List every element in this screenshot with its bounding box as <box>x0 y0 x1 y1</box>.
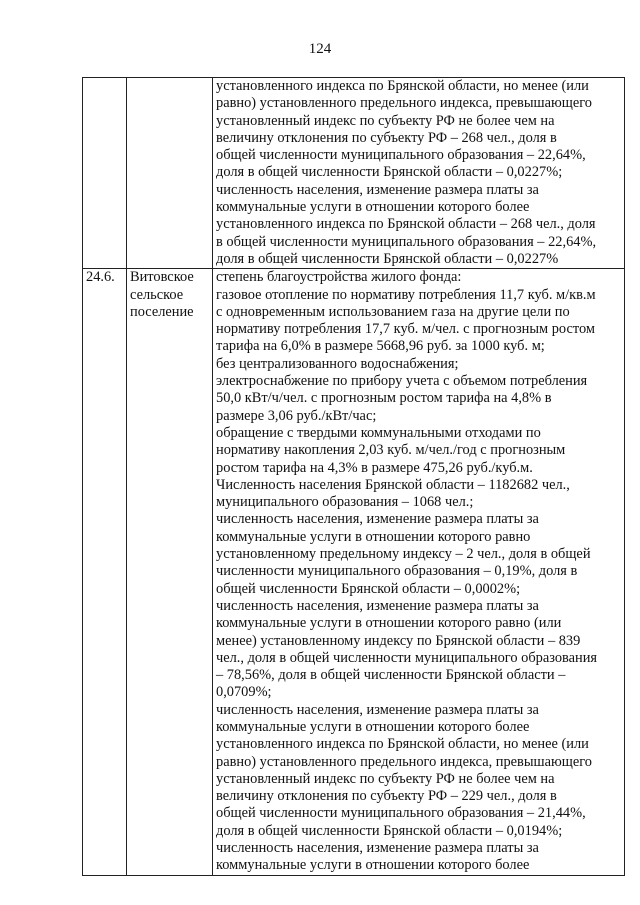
text-line: доля в общей численности Брянской области – 0,0227%; <box>216 164 563 181</box>
description-cell <box>213 269 625 875</box>
text-line: общей численности муниципального образования – 22,64%, <box>216 147 586 164</box>
text-line: размере 3,06 руб./кВт/час; <box>216 407 377 424</box>
text-line: установленного индекса по Брянской области, но менее (или <box>216 736 589 753</box>
text-line: с одновременным использованием газа на другие цели по <box>216 303 570 320</box>
text-line: электроснабжение по прибору учета с объемом потребления <box>216 373 588 390</box>
description-cell <box>213 78 625 269</box>
text-line: численность населения, изменение размера платы за <box>216 701 539 718</box>
text-line: нормативу накопления 2,03 куб. м/чел./год с прогнозным <box>216 442 566 459</box>
settlement-name-line: поселение <box>130 303 194 320</box>
text-line: без централизованного водоснабжения; <box>216 355 459 372</box>
text-line: коммунальные услуги в отношении которого более <box>216 857 530 874</box>
text-line: менее) установленному индексу по Брянской области – 839 <box>216 632 581 649</box>
text-line: доля в общей численности Брянской области – 0,0227% <box>216 250 559 267</box>
text-line: установленного индекса по Брянской области, но менее (или <box>216 78 589 94</box>
text-line: установленного индекса по Брянской области – 268 чел., доля <box>216 216 596 233</box>
text-line: установленный индекс по субъекту РФ не более чем на <box>216 112 555 129</box>
text-line: тарифа на 6,0% в размере 5668,96 руб. за 1000 куб. м; <box>216 338 545 355</box>
text-line: доля в общей численности Брянской области – 0,0194%; <box>216 822 563 839</box>
table-body <box>83 78 625 876</box>
text-line: общей численности Брянской области – 0,0002%; <box>216 580 521 597</box>
text-line: величину отклонения по субъекту РФ – 229 чел., доля в <box>216 788 557 805</box>
text-line: численность населения, изменение размера платы за <box>216 181 539 198</box>
text-line: нормативу потребления 17,7 куб. м/чел. с прогнозным ростом <box>216 321 595 338</box>
document-table <box>82 77 625 876</box>
text-line: чел., доля в общей численности муниципального образования <box>216 649 598 666</box>
text-line: равно) установленного предельного индекса, превышающего <box>216 753 592 770</box>
text-line: установленному предельному индексу – 2 чел., доля в общей <box>216 546 591 563</box>
text-line: величину отклонения по субъекту РФ – 268 чел., доля в <box>216 129 557 146</box>
text-line: – 78,56%, доля в общей численности Брянской области – <box>216 667 566 684</box>
settlement-name-cell <box>127 269 213 875</box>
text-line: численность населения, изменение размера платы за <box>216 840 539 857</box>
row-number-cell: 24.6. <box>83 269 127 875</box>
text-line: степень благоустройства жилого фонда: <box>216 269 462 286</box>
row-number-cell <box>83 78 127 269</box>
text-line: коммунальные услуги в отношении которого более <box>216 718 530 735</box>
settlement-name-cell <box>127 78 213 269</box>
text-line: коммунальные услуги в отношении которого равно <box>216 528 531 545</box>
text-line: коммунальные услуги в отношении которого более <box>216 199 530 216</box>
table-row <box>83 269 625 875</box>
text-line: обращение с твердыми коммунальными отходами по <box>216 424 541 441</box>
table-row <box>83 78 625 269</box>
text-line: установленный индекс по субъекту РФ не более чем на <box>216 770 555 787</box>
text-line: численность населения, изменение размера платы за <box>216 511 539 528</box>
page-number: 124 <box>308 41 332 57</box>
text-line: в общей численности муниципального образования – 22,64%, <box>216 233 597 250</box>
text-line: ростом тарифа на 4,3% в размере 475,26 руб./куб.м. <box>216 459 533 476</box>
text-line: коммунальные услуги в отношении которого равно (или <box>216 615 562 632</box>
text-line: численности муниципального образования – 0,19%, доля в <box>216 563 578 580</box>
text-line: муниципального образования – 1068 чел.; <box>216 494 474 511</box>
text-line: газовое отопление по нормативу потребления 11,7 куб. м/кв.м <box>216 286 596 303</box>
text-line: Численность населения Брянской области – 1182682 чел., <box>216 476 570 493</box>
text-line: общей численности муниципального образования – 21,44%, <box>216 805 586 822</box>
text-line: 50,0 кВт/ч/чел. с прогнозным ростом тарифа на 4,8% в <box>216 390 552 407</box>
text-line: равно) установленного предельного индекса, превышающего <box>216 95 592 112</box>
settlement-name-line: сельское <box>130 286 184 303</box>
text-line: численность населения, изменение размера платы за <box>216 597 539 614</box>
text-line: 0,0709%; <box>216 684 272 701</box>
settlement-name-line: Витовское <box>130 269 194 286</box>
